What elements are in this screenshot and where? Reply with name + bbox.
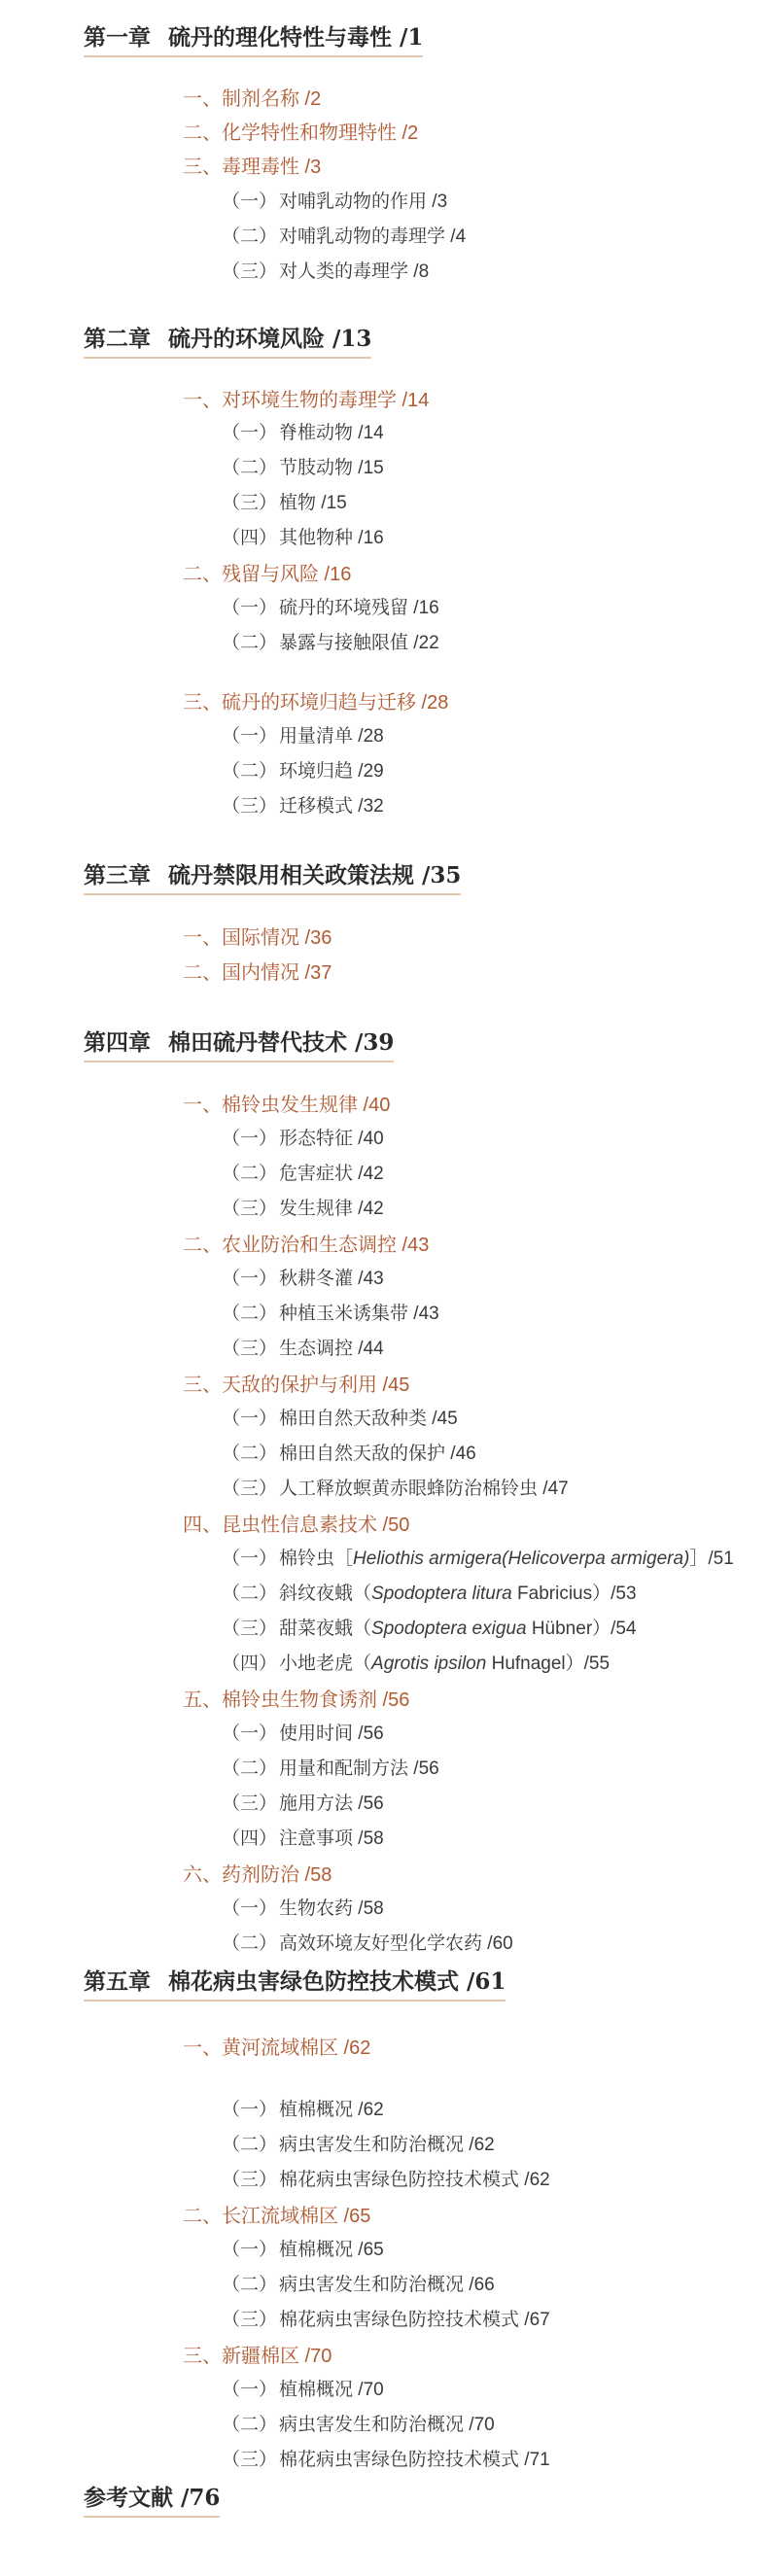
subsection-number: （一）	[222, 1898, 278, 1919]
subsection-entry	[222, 2375, 384, 2401]
section-entry: 二、国内情况 /37	[183, 962, 332, 984]
subsection-number: （三）	[222, 1793, 278, 1814]
subsection-entry	[222, 1124, 384, 1150]
subsection-text: 其他物种 /16	[279, 528, 384, 548]
subsection-entry	[222, 2410, 495, 2436]
subsection-text: 秋耕冬灌 /43	[279, 1269, 384, 1289]
subsection-number: （三）	[222, 2450, 278, 2470]
chapter-number: 第一章	[84, 24, 151, 51]
section-entry: 一、国际情况 /36	[183, 927, 332, 949]
subsection-number: （二）	[222, 2135, 278, 2155]
subsection-number: （一）	[222, 1549, 278, 1569]
subsection-text: 迁移模式 /32	[279, 796, 384, 817]
subsection-text: 斜纹夜蛾（	[279, 1584, 372, 1604]
subsection-number: （二）	[222, 1584, 278, 1604]
subsection-text: 危害症状 /42	[279, 1164, 384, 1184]
subsection-entry	[222, 1719, 384, 1745]
subsection-text: 暴露与接触限值 /22	[279, 633, 439, 653]
scientific-name: Heliothis armigera(Helicoverpa armigera)	[353, 1549, 690, 1569]
chapter-heading	[84, 2480, 220, 2518]
subsection-entry	[222, 756, 384, 783]
subsection-entry	[222, 2095, 384, 2121]
section-entry: 三、毒理毒性 /3	[183, 157, 322, 178]
subsection-number: （一）	[222, 191, 278, 212]
subsection-text: 环境归趋 /29	[279, 761, 384, 782]
subsection-number: （一）	[222, 1129, 278, 1149]
subsection-entry	[222, 1649, 610, 1675]
section-entry: 四、昆虫性信息素技术 /50	[183, 1514, 410, 1536]
subsection-number: （二）	[222, 1444, 278, 1464]
subsection-text: 棉花病虫害绿色防控技术模式 /71	[279, 2450, 550, 2470]
subsection-entry	[222, 2130, 495, 2156]
subsection-entry	[222, 2235, 384, 2261]
subsection-number: （二）	[222, 2415, 278, 2435]
subsection-text: 植棉概况 /70	[279, 2380, 384, 2400]
subsection-entry	[222, 2445, 550, 2471]
subsection-text: 棉花病虫害绿色防控技术模式 /67	[279, 2310, 550, 2330]
subsection-number: （三）	[222, 1619, 278, 1639]
subsection-number: （一）	[222, 2240, 278, 2260]
subsection-number: （四）	[222, 1828, 278, 1849]
subsection-number: （一）	[222, 598, 278, 618]
chapter-heading	[84, 857, 461, 895]
section-entry: 一、对环境生物的毒理学 /14	[183, 390, 430, 411]
subsection-entry	[222, 418, 384, 444]
subsection-entry	[222, 2165, 550, 2191]
subsection-entry	[222, 1439, 476, 1465]
subsection-number: （二）	[222, 1304, 278, 1324]
subsection-entry	[222, 1299, 439, 1325]
subsection-text: 棉田自然天敌种类 /45	[279, 1409, 458, 1429]
chapter-number: 第三章	[84, 862, 151, 888]
chapter-title: 硫丹的环境风险 /13	[168, 326, 372, 352]
subsection-number: （二）	[222, 1164, 278, 1184]
subsection-number: （二）	[222, 1758, 278, 1779]
section-entry: 六、药剂防治 /58	[183, 1864, 332, 1886]
subsection-text: 用量和配制方法 /56	[279, 1758, 439, 1779]
subsection-entry	[222, 1334, 384, 1360]
subsection-number: （一）	[222, 1723, 278, 1744]
subsection-text: 高效环境友好型化学农药 /60	[279, 1933, 513, 1954]
subsection-entry	[222, 1264, 384, 1290]
subsection-number: （三）	[222, 1339, 278, 1359]
chapter-number: 第五章	[84, 1968, 151, 1995]
subsection-text: 甜菜夜蛾（	[279, 1619, 372, 1639]
subsection-entry	[222, 1754, 439, 1780]
subsection-number: （二）	[222, 761, 278, 782]
subsection-entry	[222, 1929, 513, 1955]
subsection-text: 生态调控 /44	[279, 1339, 384, 1359]
section-entry: 三、新疆棉区 /70	[183, 2346, 332, 2367]
subsection-entry	[222, 187, 447, 213]
subsection-text: 节肢动物 /15	[279, 458, 384, 478]
section-entry: 二、残留与风险 /16	[183, 564, 352, 585]
subsection-text: 脊椎动物 /14	[279, 423, 384, 443]
subsection-entry	[222, 222, 466, 248]
subsection-number: （四）	[222, 1654, 278, 1674]
subsection-number: （三）	[222, 1199, 278, 1219]
subsection-page: Hübner）/54	[526, 1619, 637, 1639]
subsection-number: （一）	[222, 1409, 278, 1429]
section-entry: 三、天敌的保护与利用 /45	[183, 1375, 410, 1396]
subsection-entry	[222, 1159, 384, 1185]
subsection-entry	[222, 1404, 458, 1430]
subsection-entry	[222, 1614, 637, 1640]
chapter-title: 棉田硫丹替代技术 /39	[168, 1029, 395, 1056]
section-entry: 一、制剂名称 /2	[183, 88, 322, 110]
subsection-entry	[222, 791, 384, 818]
subsection-entry	[222, 488, 347, 514]
subsection-text: 植棉概况 /62	[279, 2100, 384, 2120]
subsection-number: （四）	[222, 528, 278, 548]
subsection-page: Fabricius）/53	[511, 1584, 637, 1604]
chapter-heading	[84, 1025, 394, 1062]
subsection-number: （三）	[222, 2310, 278, 2330]
subsection-entry	[222, 1194, 384, 1220]
subsection-number: （二）	[222, 1933, 278, 1954]
scientific-name: Agrotis ipsilon	[371, 1654, 487, 1674]
subsection-number: （二）	[222, 633, 278, 653]
scientific-name: Spodoptera litura	[371, 1584, 512, 1604]
chapter-heading	[84, 1964, 506, 2002]
subsection-page: Hufnagel）/55	[486, 1654, 611, 1674]
subsection-text: 用量清单 /28	[279, 726, 384, 747]
chapter-title: 硫丹的理化特性与毒性 /1	[168, 24, 424, 51]
section-entry: 二、化学特性和物理特性 /2	[183, 122, 419, 144]
subsection-entry	[222, 257, 429, 283]
subsection-number: （二）	[222, 2275, 278, 2295]
chapter-heading	[84, 321, 371, 359]
subsection-text: 棉田自然天敌的保护 /46	[279, 1444, 476, 1464]
subsection-text: 对哺乳动物的毒理学 /4	[279, 226, 467, 247]
subsection-text: 生物农药 /58	[279, 1898, 384, 1919]
subsection-text: 病虫害发生和防治概况 /66	[279, 2275, 495, 2295]
subsection-text: 植棉概况 /65	[279, 2240, 384, 2260]
scientific-name: Spodoptera exigua	[371, 1619, 527, 1639]
section-entry: 三、硫丹的环境归趋与迁移 /28	[183, 692, 449, 714]
subsection-text: 病虫害发生和防治概况 /62	[279, 2135, 495, 2155]
subsection-entry	[222, 628, 439, 654]
subsection-number: （二）	[222, 226, 278, 247]
subsection-entry	[222, 1579, 637, 1605]
subsection-entry	[222, 2270, 495, 2296]
subsection-entry	[222, 1824, 384, 1850]
chapter-heading	[84, 19, 423, 57]
subsection-text: 对哺乳动物的作用 /3	[279, 191, 448, 212]
subsection-entry	[222, 1474, 569, 1500]
subsection-entry	[222, 1789, 384, 1815]
subsection-entry	[222, 721, 384, 748]
subsection-text: 小地老虎（	[279, 1654, 372, 1674]
subsection-entry	[222, 1544, 734, 1570]
section-entry: 一、棉铃虫发生规律 /40	[183, 1095, 391, 1116]
subsection-entry	[222, 2305, 550, 2331]
chapter-title: 参考文献 /76	[84, 2485, 221, 2511]
subsection-text: 注意事项 /58	[279, 1828, 384, 1849]
subsection-text: 棉花病虫害绿色防控技术模式 /62	[279, 2170, 550, 2190]
subsection-number: （二）	[222, 458, 278, 478]
section-entry: 五、棉铃虫生物食诱剂 /56	[183, 1689, 410, 1711]
subsection-number: （三）	[222, 493, 278, 513]
subsection-text: 施用方法 /56	[279, 1793, 384, 1814]
subsection-number: （三）	[222, 1479, 278, 1499]
subsection-text: 对人类的毒理学 /8	[279, 261, 430, 282]
chapter-title: 硫丹禁限用相关政策法规 /35	[168, 862, 462, 888]
subsection-text: 病虫害发生和防治概况 /70	[279, 2415, 495, 2435]
subsection-entry	[222, 1894, 384, 1920]
subsection-text: 形态特征 /40	[279, 1129, 384, 1149]
chapter-number: 第二章	[84, 326, 151, 352]
subsection-text: 硫丹的环境残留 /16	[279, 598, 439, 618]
chapter-title: 棉花病虫害绿色防控技术模式 /61	[168, 1968, 506, 1995]
subsection-text: 使用时间 /56	[279, 1723, 384, 1744]
subsection-page: ］/51	[689, 1549, 734, 1569]
subsection-number: （三）	[222, 2170, 278, 2190]
subsection-text: 植物 /15	[279, 493, 347, 513]
subsection-entry	[222, 523, 384, 549]
chapter-number: 第四章	[84, 1029, 151, 1056]
subsection-number: （三）	[222, 796, 278, 817]
subsection-entry	[222, 453, 384, 479]
subsection-number: （一）	[222, 1269, 278, 1289]
subsection-entry	[222, 593, 439, 619]
section-entry: 二、农业防治和生态调控 /43	[183, 1235, 430, 1256]
subsection-text: 人工释放螟黄赤眼蜂防治棉铃虫 /47	[279, 1479, 569, 1499]
subsection-text: 种植玉米诱集带 /43	[279, 1304, 439, 1324]
subsection-number: （三）	[222, 261, 278, 282]
subsection-text: 发生规律 /42	[279, 1199, 384, 1219]
subsection-number: （一）	[222, 2100, 278, 2120]
section-entry: 一、黄河流域棉区 /62	[183, 2037, 371, 2059]
subsection-number: （一）	[222, 423, 278, 443]
subsection-number: （一）	[222, 726, 278, 747]
subsection-text: 棉铃虫［	[279, 1549, 354, 1569]
section-entry: 二、长江流域棉区 /65	[183, 2206, 371, 2227]
subsection-number: （一）	[222, 2380, 278, 2400]
